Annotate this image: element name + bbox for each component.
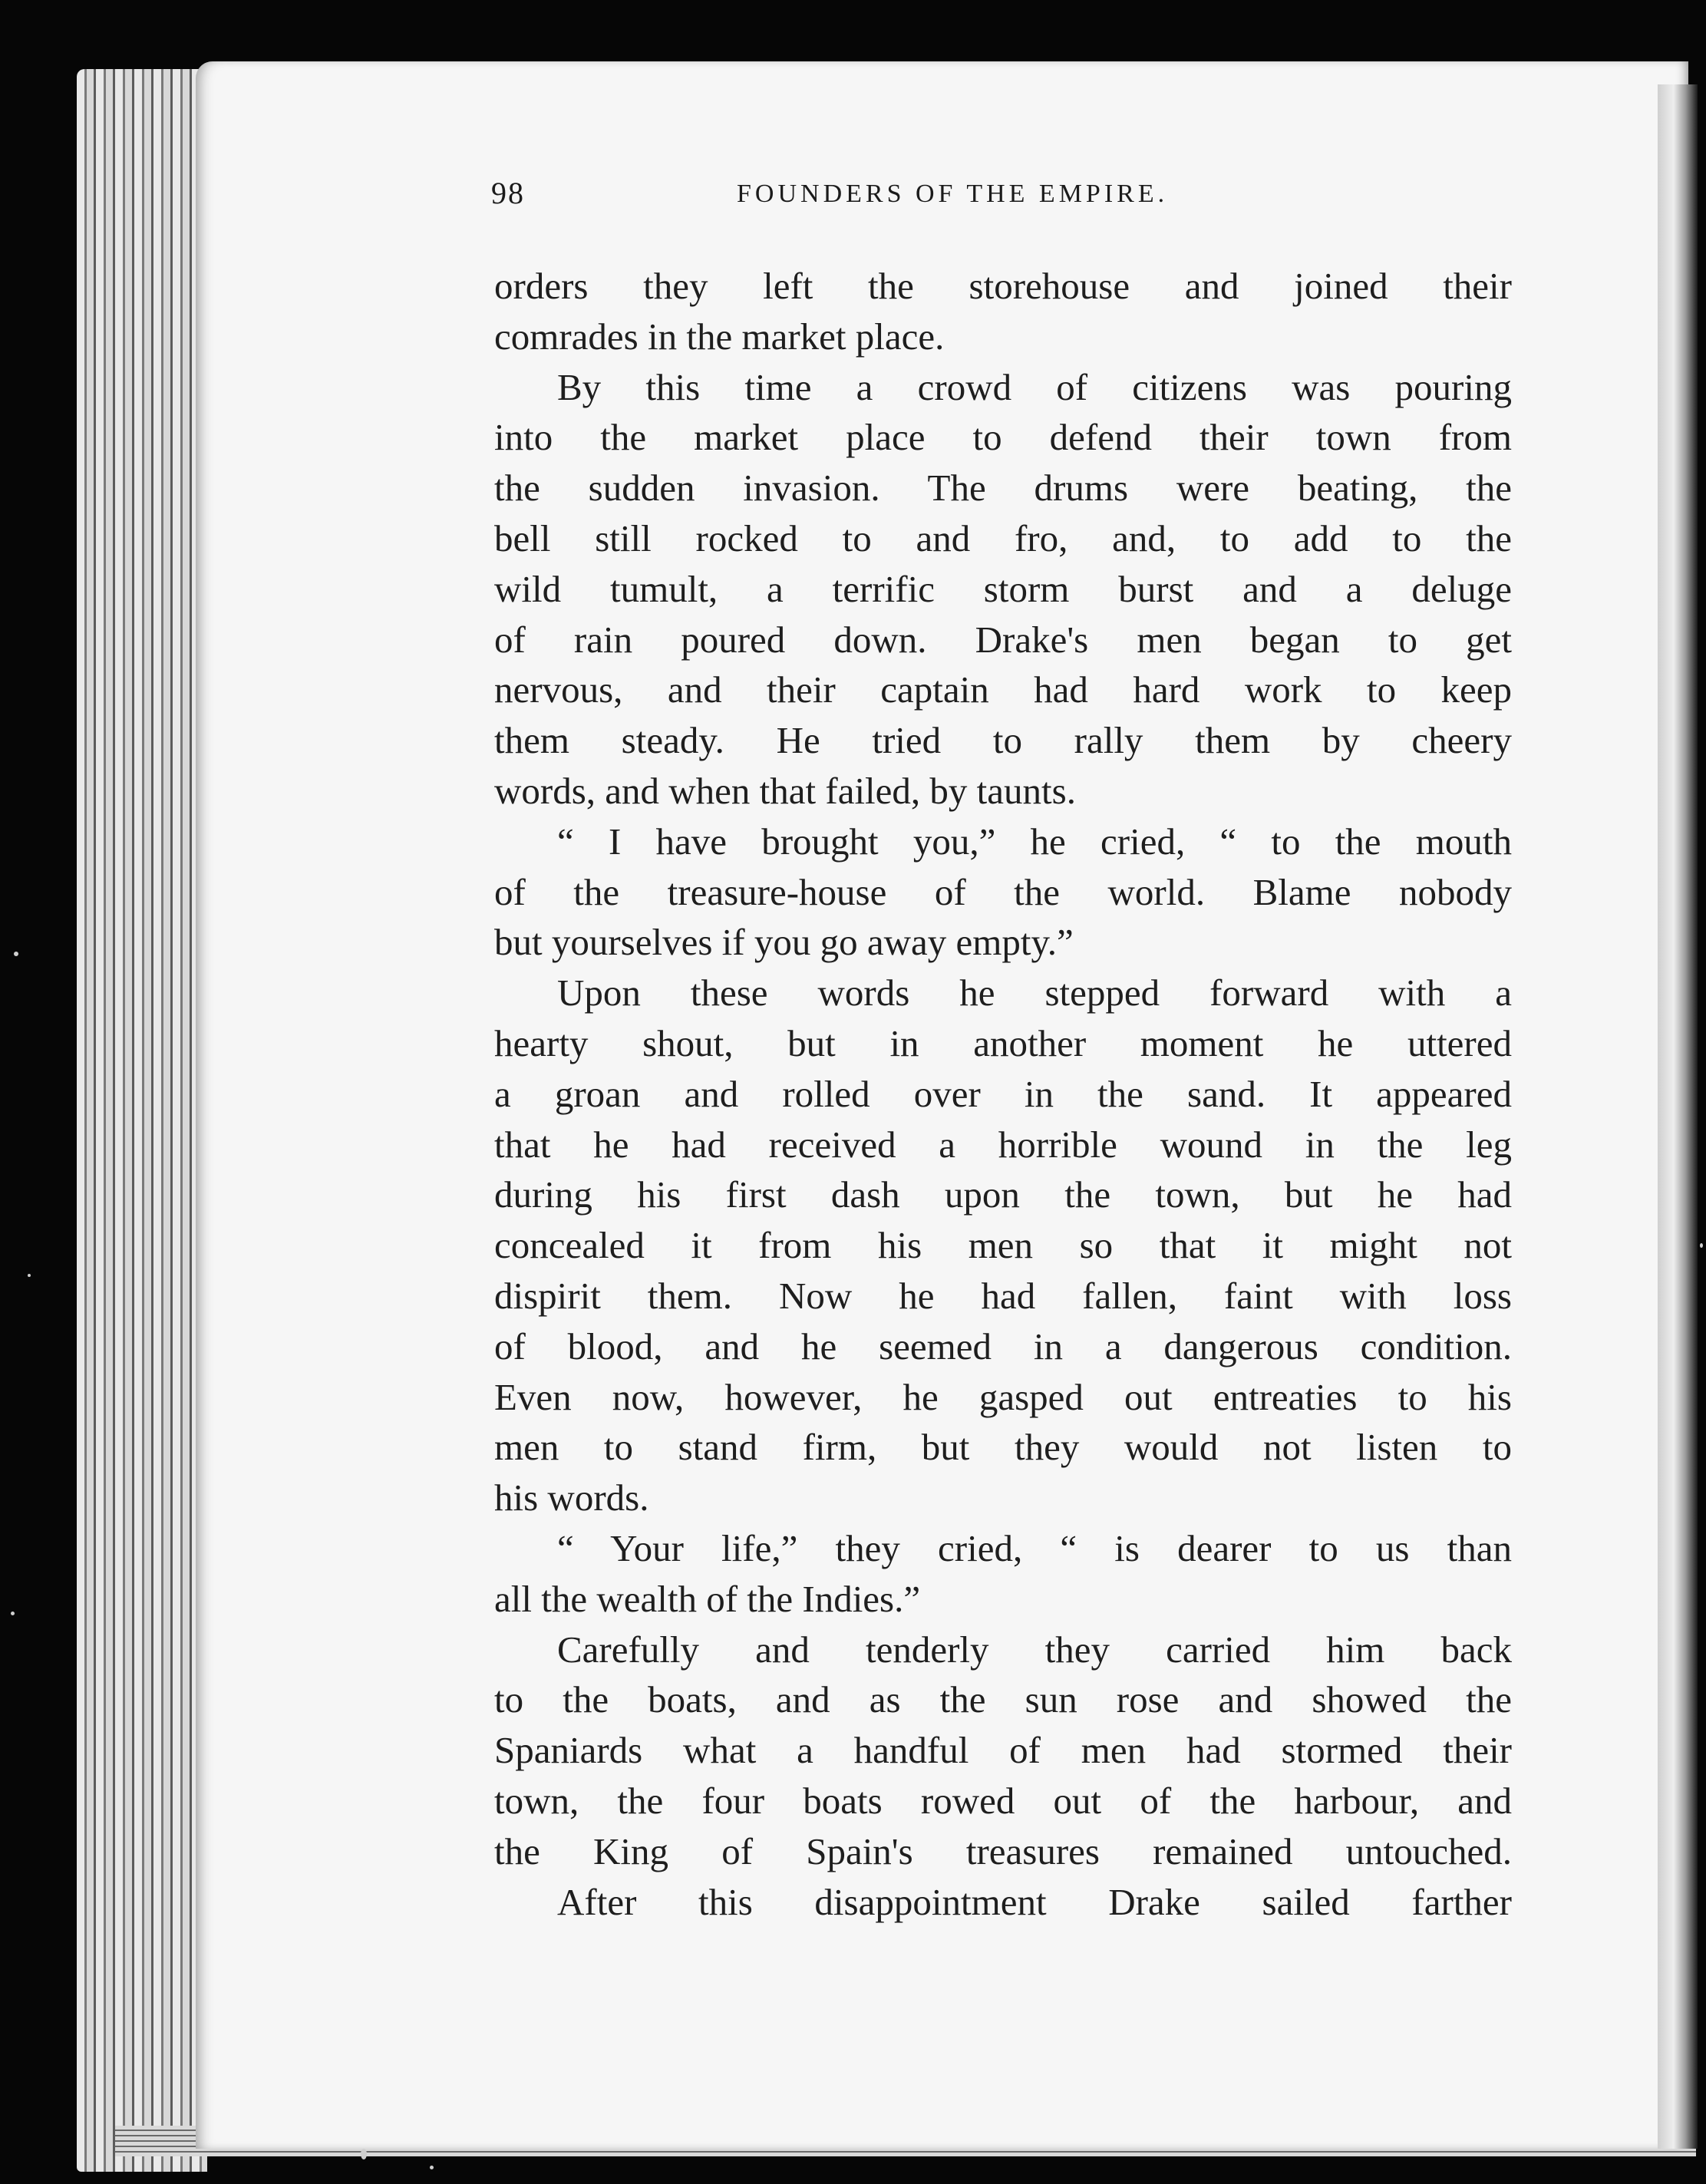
body-text	[494, 261, 1512, 1927]
dust-speck	[361, 2149, 367, 2159]
text-line: nervous, and their captain had hard work to keep	[494, 668, 1512, 711]
text-line: his words.	[494, 1476, 649, 1519]
text-line: but yourselves if you go away empty.”	[494, 921, 1074, 964]
text-line: of the treasure-house of the world. Blame nobody	[494, 870, 1512, 913]
text-line: wild tumult, a terrific storm burst and a deluge	[494, 567, 1512, 610]
text-line: After this disappointment Drake sailed farther	[557, 1880, 1512, 1923]
text-line: Carefully and tenderly they carried him back	[557, 1628, 1512, 1671]
text-line: of rain poured down. Drake's men began to get	[494, 618, 1512, 661]
text-line: bell still rocked to and fro, and, to add to the	[494, 516, 1512, 559]
text-line: “ I have brought you,” he cried, “ to the mouth	[557, 820, 1512, 863]
text-line: “ Your life,” they cried, “ is dearer to us than	[557, 1526, 1512, 1569]
text-line: orders they left the storehouse and joined their	[494, 265, 1512, 307]
text-line: the King of Spain's treasures remained untouched.	[494, 1829, 1512, 1872]
text-line: that he had received a horrible wound in the leg	[494, 1123, 1512, 1166]
text-line: concealed it from his men so that it might not	[494, 1224, 1512, 1267]
text-line: into the market place to defend their town from	[494, 416, 1512, 459]
dust-speck	[1700, 1243, 1703, 1248]
text-line: men to stand firm, but they would not listen to	[494, 1426, 1512, 1469]
text-line: Spaniards what a handful of men had stormed their	[494, 1729, 1512, 1772]
page-gutter-shadow	[1658, 84, 1698, 2149]
page-header	[491, 175, 1520, 221]
text-line: town, the four boats rowed out of the harbour, and	[494, 1779, 1512, 1822]
dust-speck	[14, 952, 18, 956]
text-line: to the boats, and as the sun rose and showed the	[494, 1678, 1512, 1721]
running-title: FOUNDERS OF THE EMPIRE.	[737, 180, 1169, 208]
text-line: Even now, however, he gasped out entreaties to his	[494, 1375, 1512, 1418]
text-line: comrades in the market place.	[494, 315, 945, 358]
dust-speck	[430, 2166, 434, 2169]
text-line: Upon these words he stepped forward with a	[557, 972, 1512, 1014]
text-line: all the wealth of the Indies.”	[494, 1577, 921, 1620]
dust-speck	[28, 1274, 31, 1277]
text-line: words, and when that failed, by taunts.	[494, 769, 1076, 812]
text-line: of blood, and he seemed in a dangerous condition.	[494, 1325, 1512, 1367]
text-line: during his first dash upon the town, but he had	[494, 1173, 1512, 1216]
text-line: them steady. He tried to rally them by cheery	[494, 719, 1512, 762]
page-number: 98	[491, 176, 525, 210]
dust-speck	[11, 1612, 15, 1615]
text-line: a groan and rolled over in the sand. It appeared	[494, 1072, 1512, 1115]
text-line: By this time a crowd of citizens was pouring	[557, 365, 1512, 408]
text-line: the sudden invasion. The drums were beating, the	[494, 467, 1512, 510]
text-line: hearty shout, but in another moment he uttered	[494, 1021, 1512, 1064]
text-line: dispirit them. Now he had fallen, faint with loss	[494, 1274, 1512, 1317]
book-fore-edge	[77, 69, 207, 2172]
